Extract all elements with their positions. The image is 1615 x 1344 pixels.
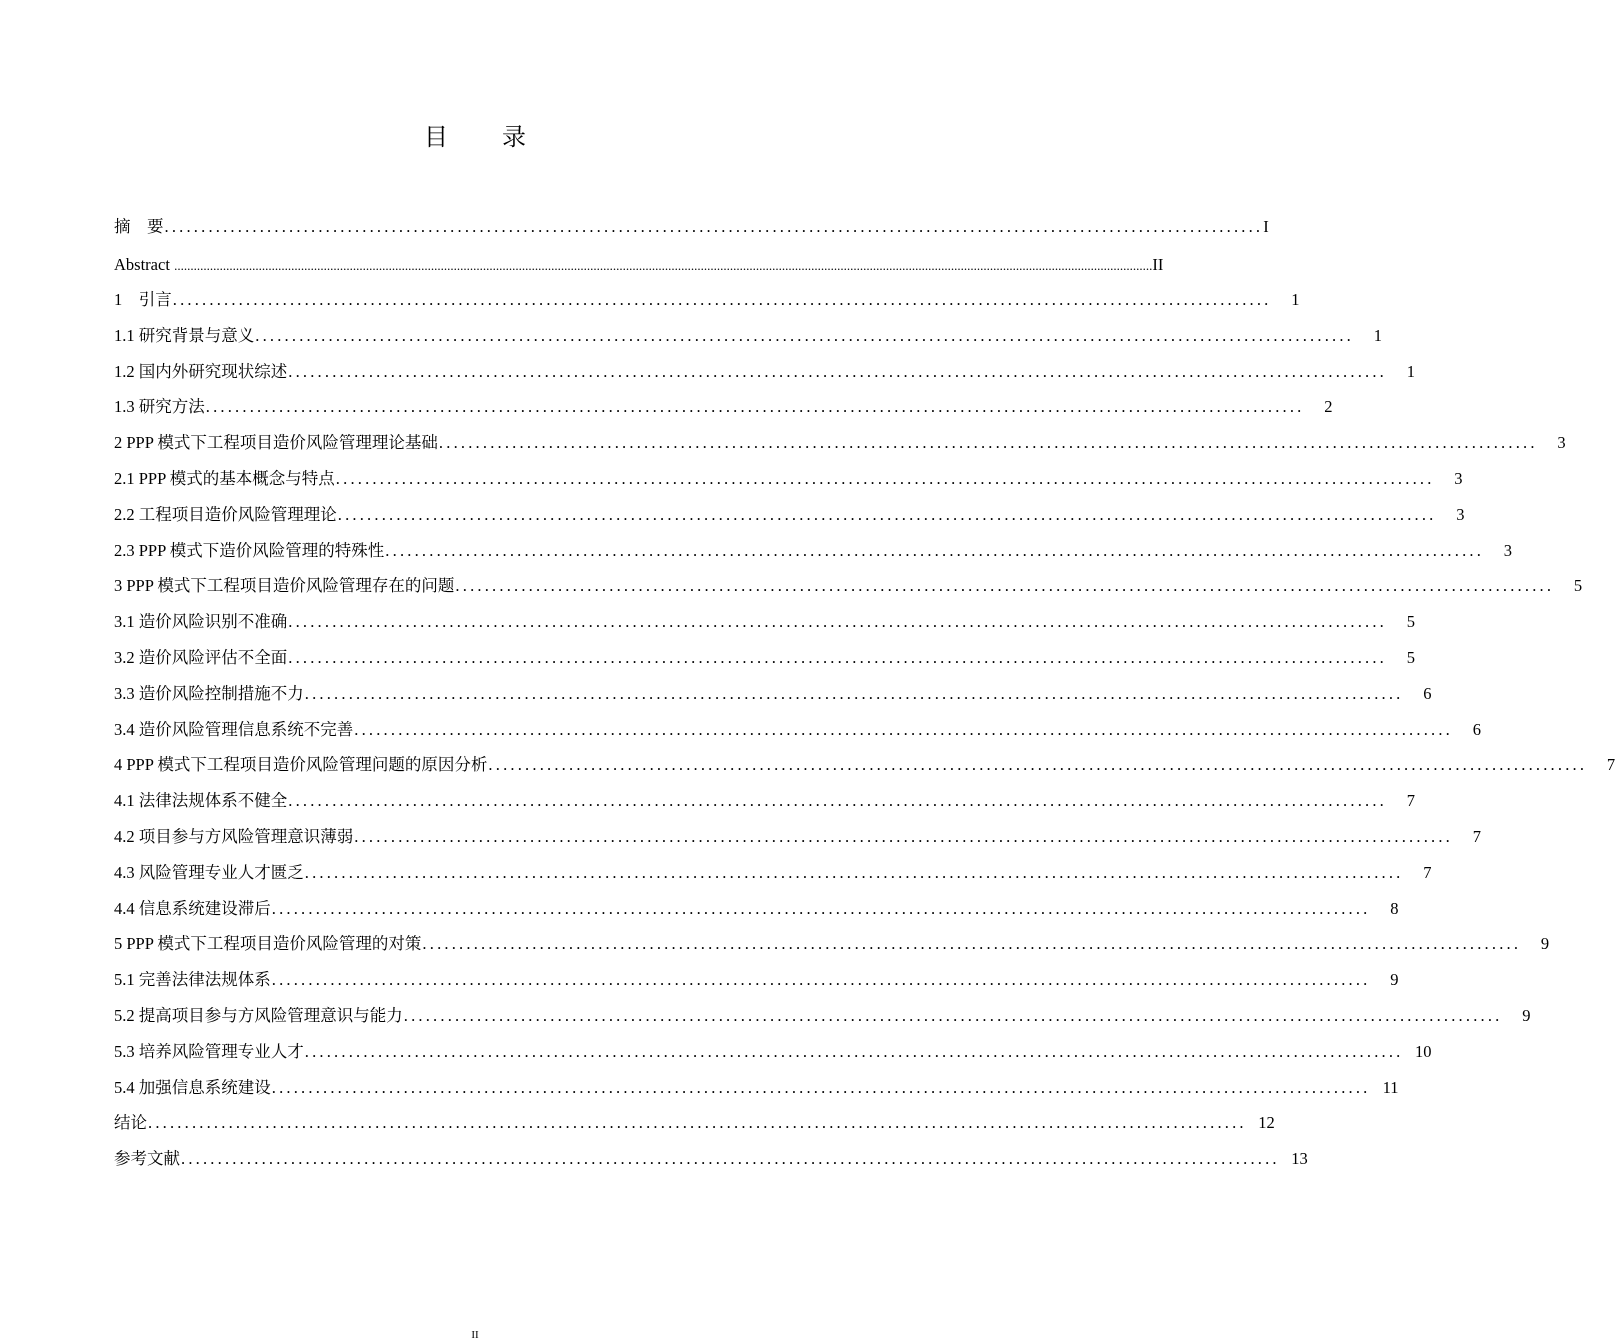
toc-entry-label: 4.1 法律法规体系不健全 xyxy=(114,791,288,811)
toc-entry-label: 参考文献 xyxy=(114,1149,180,1169)
toc-entry-page: 5 xyxy=(1406,612,1415,632)
toc-entry-page: 13 xyxy=(1291,1149,1308,1169)
toc-entry-references[interactable] xyxy=(114,1141,1308,1177)
toc-leader-dots: ...................................................................................................................................................... xyxy=(304,1041,1404,1061)
toc-entry-page: 8 xyxy=(1390,898,1399,918)
toc-entry-page: 3 xyxy=(1454,468,1463,488)
toc-leader-dots: ............................................................................................................................................................................................................................................................................................................. xyxy=(170,258,1153,273)
toc-entry-label: 3.3 造价风险控制措施不力 xyxy=(114,683,304,703)
toc-entry-label: 5.2 提高项目参与方风险管理意识与能力 xyxy=(114,1005,403,1025)
toc-entry-abstract-cn[interactable] xyxy=(114,207,1269,247)
toc-entry-section-1-1[interactable] xyxy=(114,318,1382,354)
toc-entry-page: 1 xyxy=(1406,361,1415,381)
toc-leader-dots: ...................................................................................................................................................... xyxy=(288,612,1387,632)
toc-entry-abstract-en[interactable] xyxy=(114,247,1164,282)
toc-entry-section-3-4[interactable] xyxy=(114,712,1481,748)
toc-entry-label: 5.3 培养风险管理专业人才 xyxy=(114,1041,304,1061)
toc-entry-page: 7 xyxy=(1406,791,1415,811)
toc-entry-section-4-4[interactable] xyxy=(114,891,1399,927)
toc-leader-dots: ...................................................................................................................................................... xyxy=(288,647,1387,667)
toc-entry-label: 5.4 加强信息系统建设 xyxy=(114,1077,271,1097)
toc-entry-label: 4 PPP 模式下工程项目造价风险管理问题的原因分析 xyxy=(114,755,488,775)
toc-entry-page: 3 xyxy=(1503,540,1513,560)
table-of-contents xyxy=(114,207,1615,1177)
toc-entry-label: 4.4 信息系统建设滞后 xyxy=(114,898,271,918)
toc-entry-section-2-1[interactable] xyxy=(114,461,1463,497)
page-number-footer: II xyxy=(471,1329,479,1341)
toc-entry-chapter-3[interactable] xyxy=(114,568,1583,604)
toc-entry-label: 1 引言 xyxy=(114,290,172,309)
toc-leader-dots: ...................................................................................................................................................... xyxy=(271,898,1371,918)
toc-leader-dots: ...................................................................................................................................................... xyxy=(438,433,1538,453)
toc-entry-label: 2 PPP 模式下工程项目造价风险管理理论基础 xyxy=(114,433,438,453)
page-title: 目 录 xyxy=(424,125,550,151)
toc-entry-page: II xyxy=(1152,255,1164,274)
toc-entry-section-2-2[interactable] xyxy=(114,497,1465,533)
toc-entry-label: Abstract xyxy=(114,255,170,274)
toc-entry-label: 2.1 PPP 模式的基本概念与特点 xyxy=(114,468,335,488)
toc-entry-label: 摘 要 xyxy=(114,217,164,236)
toc-entry-page: 6 xyxy=(1472,719,1481,739)
toc-entry-section-3-2[interactable] xyxy=(114,640,1415,676)
toc-leader-dots: ...................................................................................................................................................... xyxy=(304,862,1404,882)
toc-entry-page: 11 xyxy=(1382,1077,1399,1097)
toc-entry-page: 3 xyxy=(1456,504,1465,524)
toc-entry-page: 5 xyxy=(1406,647,1415,667)
toc-entry-section-2-3[interactable] xyxy=(114,533,1513,569)
toc-leader-dots: ...................................................................................................................................................... xyxy=(337,504,1437,524)
toc-entry-section-1-3[interactable] xyxy=(114,389,1333,425)
toc-entry-page: 9 xyxy=(1390,970,1399,990)
toc-leader-dots: ...................................................................................................................................................... xyxy=(403,1005,1503,1025)
toc-leader-dots: ...................................................................................................................................................... xyxy=(181,1149,1280,1169)
toc-entry-page: 10 xyxy=(1415,1041,1432,1061)
toc-entry-label: 2.2 工程项目造价风险管理理论 xyxy=(114,504,337,524)
toc-entry-page: 7 xyxy=(1472,826,1481,846)
toc-entry-section-5-3[interactable] xyxy=(114,1034,1432,1070)
toc-entry-chapter-2[interactable] xyxy=(114,425,1566,461)
toc-leader-dots: ...................................................................................................................................................... xyxy=(164,217,1264,236)
toc-entry-page: 6 xyxy=(1423,683,1432,703)
toc-leader-dots: ...................................................................................................................................................... xyxy=(385,540,1485,560)
toc-entry-label: 结论 xyxy=(114,1113,147,1133)
toc-entry-label: 1.1 研究背景与意义 xyxy=(114,325,255,345)
toc-leader-dots: ...................................................................................................................................................... xyxy=(271,970,1371,990)
toc-entry-chapter-5[interactable] xyxy=(114,926,1550,962)
toc-entry-conclusion[interactable] xyxy=(114,1105,1275,1141)
toc-leader-dots: ...................................................................................................................................................... xyxy=(205,397,1305,417)
toc-entry-page: 5 xyxy=(1573,576,1583,596)
toc-entry-page: 3 xyxy=(1557,433,1566,453)
toc-entry-label: 2.3 PPP 模式下造价风险管理的特殊性 xyxy=(114,540,385,560)
toc-leader-dots: ...................................................................................................................................................... xyxy=(354,826,1453,846)
toc-entry-label: 4.2 项目参与方风险管理意识薄弱 xyxy=(114,826,354,846)
toc-entry-page: I xyxy=(1263,217,1269,236)
toc-entry-label: 1.3 研究方法 xyxy=(114,397,205,417)
toc-leader-dots: ...................................................................................................................................................... xyxy=(354,719,1453,739)
toc-entry-section-5-2[interactable] xyxy=(114,998,1531,1034)
toc-entry-chapter-4[interactable] xyxy=(114,747,1615,783)
toc-entry-chapter-1[interactable] xyxy=(114,282,1300,318)
toc-entry-section-5-4[interactable] xyxy=(114,1070,1399,1106)
toc-leader-dots: ...................................................................................................................................................... xyxy=(148,1113,1247,1133)
toc-leader-dots: ...................................................................................................................................................... xyxy=(422,934,1522,954)
toc-entry-section-4-3[interactable] xyxy=(114,855,1432,891)
toc-leader-dots: ...................................................................................................................................................... xyxy=(172,290,1272,309)
toc-entry-label: 5.1 完善法律法规体系 xyxy=(114,970,271,990)
toc-entry-page: 9 xyxy=(1522,1005,1531,1025)
toc-entry-page: 7 xyxy=(1606,755,1615,775)
toc-entry-label: 3.4 造价风险管理信息系统不完善 xyxy=(114,719,354,739)
toc-entry-page: 7 xyxy=(1423,862,1432,882)
toc-entry-section-3-1[interactable] xyxy=(114,604,1415,640)
toc-leader-dots: ...................................................................................................................................................... xyxy=(455,576,1555,596)
toc-entry-label: 3.2 造价风险评估不全面 xyxy=(114,647,288,667)
toc-entry-section-5-1[interactable] xyxy=(114,962,1399,998)
toc-leader-dots: ...................................................................................................................................................... xyxy=(335,468,1435,488)
toc-leader-dots: ...................................................................................................................................................... xyxy=(255,325,1354,345)
toc-entry-page: 9 xyxy=(1540,934,1550,954)
toc-entry-label: 4.3 风险管理专业人才匮乏 xyxy=(114,862,304,882)
toc-entry-label: 3 PPP 模式下工程项目造价风险管理存在的问题 xyxy=(114,576,455,596)
toc-entry-label: 3.1 造价风险识别不准确 xyxy=(114,612,288,632)
toc-entry-section-4-1[interactable] xyxy=(114,783,1415,819)
toc-entry-page: 1 xyxy=(1291,290,1300,309)
toc-entry-page: 2 xyxy=(1324,397,1333,417)
toc-entry-page: 12 xyxy=(1258,1113,1275,1133)
toc-leader-dots: ...................................................................................................................................................... xyxy=(271,1077,1371,1097)
toc-entry-section-4-2[interactable] xyxy=(114,819,1481,855)
toc-entry-label: 1.2 国内外研究现状综述 xyxy=(114,361,288,381)
toc-entry-page: 1 xyxy=(1373,325,1382,345)
toc-leader-dots: ...................................................................................................................................................... xyxy=(288,791,1387,811)
toc-entry-label: 5 PPP 模式下工程项目造价风险管理的对策 xyxy=(114,934,422,954)
toc-entry-section-1-2[interactable] xyxy=(114,354,1415,390)
toc-leader-dots: ...................................................................................................................................................... xyxy=(288,361,1387,381)
toc-leader-dots: ...................................................................................................................................................... xyxy=(304,683,1404,703)
toc-entry-section-3-3[interactable] xyxy=(114,676,1432,712)
toc-leader-dots: ...................................................................................................................................................... xyxy=(488,755,1588,775)
